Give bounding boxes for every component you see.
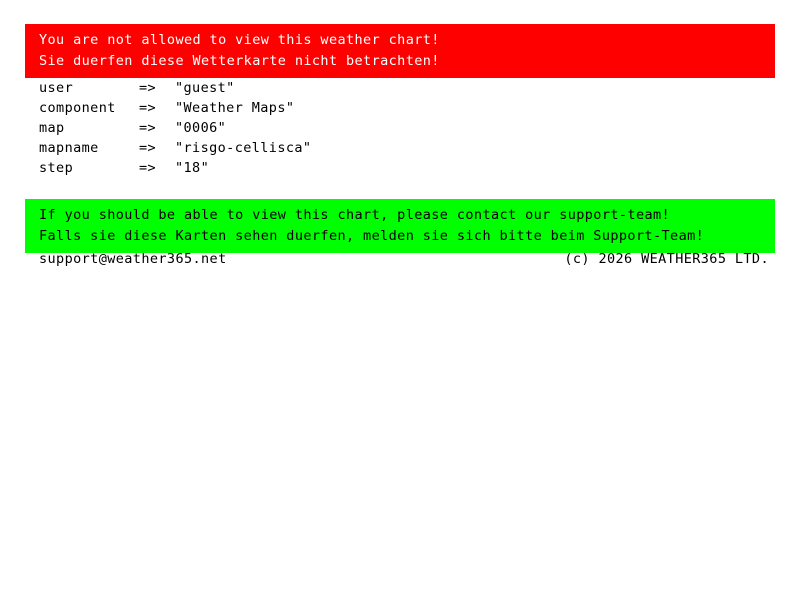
error-banner-line-en: You are not allowed to view this weather chart! [39, 32, 440, 48]
parameter-key: component [39, 100, 116, 116]
info-banner-line-en: If you should be able to view this chart, please contact our support-team! [39, 207, 671, 223]
error-banner [25, 24, 775, 78]
parameter-key: mapname [39, 140, 99, 156]
parameter-key: step [39, 160, 74, 176]
parameter-list [39, 80, 311, 180]
parameter-arrow: => [139, 160, 157, 176]
parameter-row [39, 140, 311, 160]
error-banner-line-de: Sie duerfen diese Wetterkarte nicht betrachten! [39, 52, 440, 69]
parameter-value: "risgo-cellisca" [175, 140, 312, 156]
parameter-row [39, 80, 311, 100]
parameter-value: "0006" [175, 120, 227, 136]
info-banner [25, 199, 775, 253]
info-banner-line-de: Falls sie diese Karten sehen duerfen, melden sie sich bitte beim Support-Team! [39, 227, 705, 244]
parameter-arrow: => [139, 100, 157, 116]
parameter-key: user [39, 80, 74, 96]
parameter-arrow: => [139, 120, 157, 136]
parameter-value: "Weather Maps" [175, 100, 295, 116]
parameter-row [39, 160, 311, 180]
footer [39, 251, 769, 267]
parameter-arrow: => [139, 140, 157, 156]
copyright-text: (c) 2026 WEATHER365 LTD. [564, 251, 769, 267]
parameter-value: "18" [175, 160, 210, 176]
support-email-link[interactable]: support@weather365.net [39, 251, 227, 267]
parameter-value: "guest" [175, 80, 235, 96]
parameter-arrow: => [139, 80, 157, 96]
parameter-key: map [39, 120, 65, 136]
parameter-row [39, 100, 311, 120]
parameter-row [39, 120, 311, 140]
